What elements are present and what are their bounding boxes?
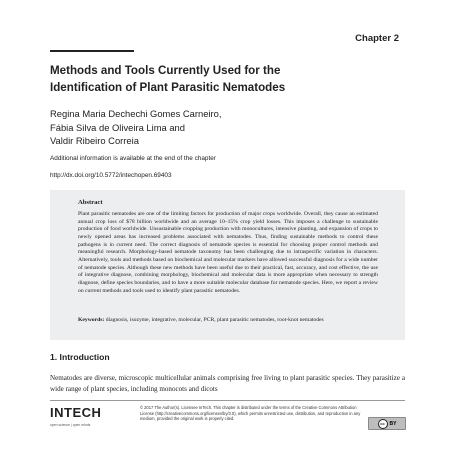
chapter-title <box>50 63 410 96</box>
intech-tagline: open science | open minds <box>50 423 91 427</box>
author-name: Regina Maria Dechechi Gomes Carneiro, <box>50 108 222 119</box>
section-heading-introduction: 1. Introduction <box>50 352 110 362</box>
cc-by-label: BY <box>389 420 397 427</box>
introduction-body: Nematodes are diverse, microscopic multicellular animals comprising free living to plant parasitic species. They parasitize a wide range of plant species, including monocots and dicots <box>50 374 405 393</box>
license-text: © 2017 The Author(s). Licensee InTech. This chapter is distributed under the terms of the Creative Commons Attribution License (http://creativecommons.org/licenses/by/3.0), which permits unrestricted use, distribution, and reproduction in any medium, provided the original work is properly cited. <box>140 405 361 422</box>
additional-info-note: Additional information is available at the end of the chapter <box>50 155 216 162</box>
author-name: Valdir Ribeiro Correia <box>50 135 139 146</box>
abstract-body: Plant parasitic nematodes are one of the limiting factors for production of major crops worldwide. Overall, they cause an estimated annual crop loss of $78 billion worldwide and an average 10–15% crop yield losses. This imposes a challenge to sustainable production of food worldwide. Unsustainable cropping production with monocultures, intensive planting, and expansion of crops to newly opened areas has increased problems associated with nematodes. Thus, finding sustainable methods to control these pathogens is in current need. The correct diagnosis of nematode species is essential for choosing proper control methods and meaningful research. Morphology-based nematode taxonomy has been challenging due to intraspecific variation in characters. Alternatively, tools and methods based on biochemical and molecular markers have allowed successful diagnosis for a wide number of nematode species. Although these new methods have been useful due to their practical, fast, accuracy, and cost effective, the use of integrative diagnose, combining morphology, biochemical and molecular data is more appropriate when necessary to strength diagnose, define species boundaries, and to have a more suitable molecular database for nematode species. Here, we report a review on current methods and tools used to identify plant parasitic nematodes. <box>78 211 378 294</box>
cc-circle-icon: cc <box>378 419 388 429</box>
top-rule <box>50 50 134 52</box>
chapter-title-line-2: Identification of Plant Parasitic Nematodes <box>50 80 286 94</box>
chapter-label: Chapter 2 <box>355 33 399 44</box>
keywords-list: diagnosis, isozyme, integrative, molecular, PCR, plant parasitic nematodes, root-knot nematodes <box>105 317 324 323</box>
creative-commons-icon[interactable] <box>368 417 406 430</box>
keywords <box>78 317 378 325</box>
abstract-heading: Abstract <box>78 199 103 206</box>
author-name: Fábia Silva de Oliveira Lima and <box>50 122 185 133</box>
intech-logo: INTECH <box>50 405 102 420</box>
keywords-label: Keywords: <box>78 317 105 323</box>
doi-link[interactable]: http://dx.doi.org/10.5772/intechopen.69403 <box>50 172 172 179</box>
chapter-title-line-1: Methods and Tools Currently Used for the <box>50 64 281 77</box>
footer-rule <box>50 400 405 401</box>
